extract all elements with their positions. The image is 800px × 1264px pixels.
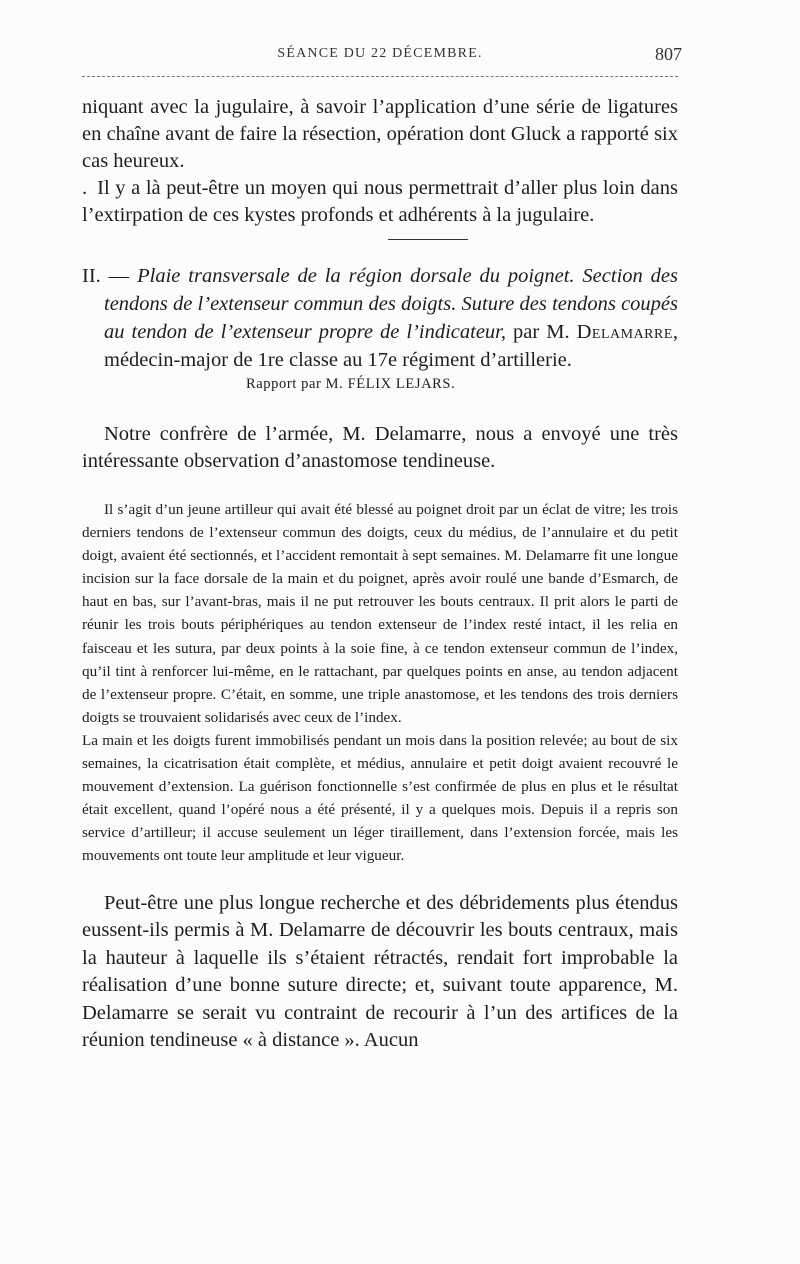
paragraph-discussion: Peut-être une plus longue recherche et des débridements plus étendus eussent-ils permis à M. Delamarre de découvrir les bouts centraux, mais la hauteur à laquelle ils s’étaient rétractés, rendait fort improbable la réalisation d’une bonne suture directe; et, suivant toute apparence, M. Delamarre se serait vu contraint de recourir à l’un des artifices de la réunion tendineuse « à distance ». Aucun <box>82 891 678 1051</box>
running-title: SÉANCE DU 22 DÉCEMBRE. <box>277 46 483 61</box>
paragraph-lead-mark: . <box>82 177 88 199</box>
paragraph-outcome: La main et les doigts furent immobilisés pendant un mois dans la position relevée; au bout de six semaines, la cicatrisation était complète, et médius, annulaire et petit doigt avaient recouvré le mouvement d’extension. La guérison fonctionnelle s’est confirmée de plus en plus et le résultat était excellent, quand l’opéré nous a été présenté, il y a quelques mois. Depuis il a repris son service d’artilleur; il accuse seulement un léger tiraillement, dans l’extension forcée, mais les mouvements ont toute leur amplitude et leur vigueur. <box>82 731 678 865</box>
report-line: Rapport par M. FÉLIX LEJARS. <box>246 376 456 392</box>
section-heading <box>82 262 678 374</box>
document-page <box>82 40 682 1055</box>
section-title: Plaie transversale de la région dorsale du poignet. Section des tendons de l’extenseur commun des doigts. Suture des tendons coupés au tendon de l’extenseur propre de l’indicateur, <box>104 265 678 343</box>
paragraph-observation: Il s’agit d’un jeune artilleur qui avait été blessé au poignet droit par un éclat de vitre; les trois derniers tendons de l’extenseur commun des doigts, ceux du médius, de l’annulaire et du petit doigt, avaient été sectionnés, et l’accident remontait à sept semaines. M. Delamarre fit une longue incision sur la face dorsale de la main et du poignet, après avoir roulé une bande d’Esmarch, de haut en bas, sur l’avant-bras, mais il ne put retrouver les bouts centraux. Il prit alors le parti de réunir les trois bouts périphériques au tendon extenseur de l’index resté intact, il les relia en faisceau et les sutura, par deux points à la soie fine, à ce tendon extenseur commun de l’index, qu’il tint à renforcer lui-même, en le rattachant, par quelques points en anse, au tendon adjacent de l’extenseur propre. C’était, en somme, une triple anastomose, et les tendons des trois derniers doigts se trouvaient solidarisés avec ceux de l’index. <box>82 501 678 726</box>
running-header <box>82 40 682 70</box>
paragraph-continuation: niquant avec la jugulaire, à savoir l’application d’une série de ligatures en chaîne avant de faire la résection, opération dont Gluck a rapporté six cas heureux. <box>82 96 678 172</box>
author-name: Delamarre <box>576 321 673 343</box>
section-by: par <box>513 321 540 343</box>
author-affiliation: , médecin-major de 1re classe au 17e régiment d’artillerie. <box>104 321 679 371</box>
section-numeral: II. — <box>82 265 130 287</box>
page-number: 807 <box>655 44 682 64</box>
author-title: M. <box>546 321 570 343</box>
section-separator <box>388 239 468 240</box>
paragraph-conclusion-text: Il y a là peut-être un moyen qui nous permettrait d’aller plus loin dans l’extirpation de ces kystes profonds et adhérents à la jugulaire. <box>82 177 678 226</box>
paragraph-intro: Notre confrère de l’armée, M. Delamarre, nous a envoyé une très intéressante observation d’anastomose tendineuse. <box>82 423 678 472</box>
paragraph-conclusion <box>82 175 678 229</box>
header-rule <box>82 76 678 77</box>
